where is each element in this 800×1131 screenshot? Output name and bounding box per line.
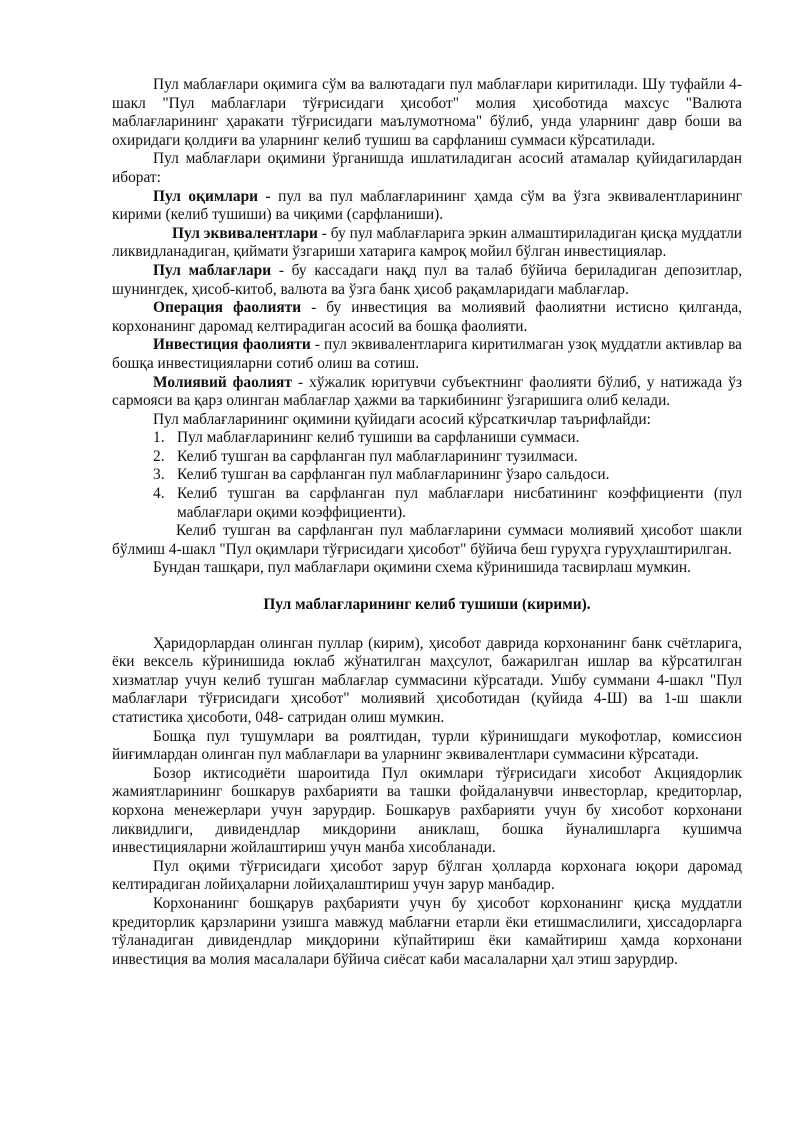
- term-definition: [112, 336, 742, 373]
- definition: - бу пул маблағларига эркин алмаштириладиган қисқа муддатли ликвидланадиган, қиймати ўзгариши хатарига камроқ мойил бўлган инвестициялар.: [112, 224, 742, 261]
- term-definition: [112, 374, 742, 411]
- term: Инвестиция фаолияти: [153, 336, 311, 354]
- list-text: Келиб тушган ва сарфланган пул маблағлари нисбатининг коэффициенти (пул маблағлари оқими коэффициенти).: [177, 485, 742, 521]
- term-definition: [112, 188, 742, 225]
- paragraph: Бошқа пул тушумлари ва роялтидан, турли кўринишдаги мукофотлар, комиссион йиғимлардан олинган пул маблағлари ва уларнинг эквивалентлари суммасини кўрсатади.: [112, 727, 742, 764]
- list-text: Келиб тушган ва сарфланган пул маблағларининг ўзаро сальдоси.: [177, 466, 610, 484]
- list-number: 4.: [153, 485, 165, 503]
- paragraph: Келиб тушган ва сарфланган пул маблағларини суммаси молиявий ҳисобот шакли бўлмиш 4-шакл "Пул оқимлари тўғрисидаги ҳисобот" бўйича беш гуруҳга гуруҳлаштирилган.: [112, 522, 742, 558]
- paragraph: Пул оқими тўғрисидаги ҳисобот зарур бўлган ҳолларда корхонага юқори даромад келтирадиган лойиҳаларни лойиҳалаштириш учун зарур манбадир.: [112, 857, 742, 894]
- list-text: Келиб тушган ва сарфланган пул маблағларининг тузилмаси.: [177, 447, 578, 465]
- list-item: [112, 466, 742, 485]
- indicator-list: [112, 429, 742, 522]
- list-number: 3.: [153, 466, 165, 484]
- term-definition: [112, 225, 742, 262]
- paragraph: Пул маблағлари оқимига сўм ва валютадаги пул маблағлари киритилади. Шу туфайли 4-шакл "Пул маблағлари тўғрисидаги ҳисобот" молия ҳисоботида махсус "Валюта маблағларининг ҳаракати тўғрисидаги маълумотнома" бўлиб, унда уларнинг давр боши ва охиридаги қолдиғи ва уларнинг келиб тушиш ва сарфланиш суммаси кўрсатилади.: [112, 76, 742, 149]
- definition: - бу кассадаги нақд пул ва талаб бўйича бериладиган депозитлар, шунингдек, ҳисоб-китоб, валюта ва ўзга банк ҳисоб рақамларидаги маблағлар.: [112, 261, 742, 298]
- list-item: [112, 485, 742, 522]
- paragraph: Ҳаридорлардан олинган пуллар (кирим), ҳисобот даврида корхонанинг банк счётларига, ёки вексель кўринишида юклаб жўнатилган маҳсулот, бажарилган ишлар ва кўрсатилган хизматлар учун келиб тушган маблағлар суммасини кўрсатади. Ушбу суммани 4-шакл "Пул маблағлари тўғрисидаги ҳисобот" молиявий ҳисоботидан (қуйида 4-Ш) ва 1-ш шакли статистика ҳисоботи, 048- сатридан олиш мумкин.: [112, 634, 742, 726]
- term-definition: [112, 299, 742, 336]
- term-definition: [112, 262, 742, 299]
- term: Операция фаолияти: [153, 299, 302, 317]
- definition: - пул эквивалентларига киритилмаган узоқ муддатли активлар ва бошқа инвестицияларни сотиб олиш ва сотиш.: [112, 336, 742, 372]
- term: Пул маблағлари: [153, 261, 272, 279]
- list-item: [112, 429, 742, 448]
- paragraph: Корхонанинг бошқарув раҳбарияти учун бу ҳисобот корхонанинг қисқа муддатли кредиторлик қарзларини узишга мавжуд маблағни етарли ёки етишмаслилиги, ҳиссадорларга тўланадиган дивидендлар миқдорини кўпайтириш ёки камайтириш ҳамда корхонани инвестиция ва молия масалалари бўйича сиёсат каби масалаларни ҳал этиш зарурдир.: [112, 894, 742, 968]
- term: Пул оқимлари -: [153, 187, 271, 205]
- paragraph: Пул маблағларининг оқимини қуйидаги асосий кўрсаткичлар таърифлайди:: [153, 410, 651, 428]
- list-number: 2.: [153, 447, 165, 465]
- paragraph: Бозор иктисодиёти шароитида Пул окимлари тўғрисидаги хисобот Акциядорлик жамиятларининг бошкарув рахбарияти ва ташки фойдаланувчи инвесторлар, кредиторлар, корхона менежерлари учун зарурдир. Бошкарув рахбарияти учун бу хисобот корхонани ликвидлиги, дивидендлар микдорини аниклаш, бошка йуналишларга кушимча инвестицияларни жойлаштириш учун манба хисобланади.: [112, 764, 742, 857]
- term: Молиявий фаолият: [153, 373, 292, 391]
- list-text: Пул маблағларининг келиб тушиши ва сарфланиши суммаси.: [177, 429, 580, 447]
- definition: - хўжалик юритувчи субъектнинг фаолияти бўлиб, у натижада ўз сармояси ва қарз олинган маблағлар ҳажми ва таркибининг ўзгаришига олиб келади.: [112, 373, 742, 410]
- list-number: 1.: [153, 429, 165, 447]
- list-item: [112, 448, 742, 467]
- definition: пул ва пул маблағларининг ҳамда сўм ва ўзга эквивалентларининг кирими (келиб тушиши) ва чиқими (сарфланиши).: [112, 187, 742, 224]
- paragraph: Бундан ташқари, пул маблағлари оқимини схема кўринишида тасвирлаш мумкин.: [153, 559, 691, 577]
- section-heading: Пул маблағларининг келиб тушиши (кирими).: [263, 596, 591, 614]
- paragraph: Пул маблағлари оқимини ўрганишда ишлатиладиган асосий атамалар қуйидагилардан иборат:: [112, 150, 742, 186]
- definition: - бу инвестиция ва молиявий фаолиятни истисно қилганда, корхонанинг даромад келтирадиган асосий ва бошқа фаолияти.: [112, 299, 742, 335]
- term: Пул эквивалентлари: [172, 224, 318, 242]
